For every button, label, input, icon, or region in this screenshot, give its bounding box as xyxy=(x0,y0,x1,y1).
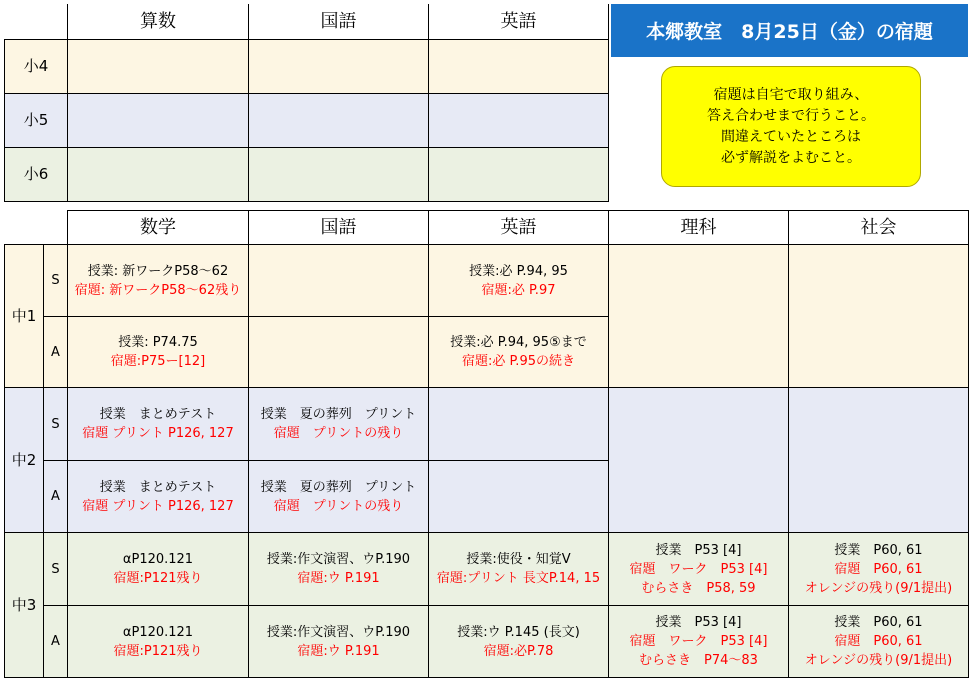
c1-s-math-lesson: 授業: 新ワークP58～62 xyxy=(87,263,229,279)
c3-a-science xyxy=(608,605,789,678)
c3-a-japanese xyxy=(248,605,429,678)
note-line-1: 宿題は自宅で取り組み、 xyxy=(713,86,869,103)
elem-g5-english xyxy=(428,93,609,148)
elem-header-math: 算数 xyxy=(67,4,249,40)
c2-a-math-lesson: 授業 まとめテスト xyxy=(99,479,217,495)
c3-class-s: S xyxy=(43,532,68,606)
c3-s-science-homework: 宿題 ワーク P53 [4] xyxy=(629,561,768,577)
c1-a-math-homework: 宿題:P75ー[12] xyxy=(110,354,206,369)
c3-a-english xyxy=(428,605,609,678)
c3-s-japanese xyxy=(248,532,429,606)
c2-a-math xyxy=(67,460,249,533)
note-line-2: 答え合わせまで行うこと。 xyxy=(707,107,875,124)
c3-a-social-homework-2: オレンジの残り(9/1提出) xyxy=(804,653,953,668)
c3-a-science-homework-2: むらさき P74～83 xyxy=(639,653,758,668)
c2-a-math-homework: 宿題 プリント P126, 127 xyxy=(82,498,234,514)
homework-note xyxy=(661,66,921,187)
c2-a-japanese xyxy=(248,460,429,533)
c3-s-science-lesson: 授業 P53 [4] xyxy=(655,542,742,558)
c2-social xyxy=(788,387,969,533)
c3-s-japanese-homework: 宿題:ウ P.191 xyxy=(297,571,380,586)
elem-g6-japanese xyxy=(248,147,429,202)
c2-s-japanese-homework: 宿題 プリントの残り xyxy=(273,426,404,441)
c2-a-english xyxy=(428,460,609,533)
c1-s-math-homework: 宿題: 新ワークP58～62残り xyxy=(74,282,242,298)
c2-a-japanese-lesson: 授業 夏の葬列 プリント xyxy=(260,479,417,495)
grade-c2: 中2 xyxy=(4,387,44,533)
c1-a-japanese xyxy=(248,316,429,388)
elem-g5-japanese xyxy=(248,93,429,148)
c3-a-social-homework: 宿題 P60, 61 xyxy=(834,634,923,649)
elem-g6-math xyxy=(67,147,249,202)
elem-grade-6: 小6 xyxy=(4,147,68,202)
c3-s-math-lesson: αP120.121 xyxy=(122,552,194,567)
c3-s-science xyxy=(608,532,789,606)
note-line-3: 間違えていたところは xyxy=(721,128,861,145)
c3-s-social xyxy=(788,532,969,606)
c3-a-math-homework: 宿題:P121残り xyxy=(113,643,203,659)
c3-a-social-lesson: 授業 P60, 61 xyxy=(834,615,923,630)
c3-class-a: A xyxy=(43,605,68,678)
c3-s-english-homework: 宿題:プリント 長文P.14, 15 xyxy=(436,571,601,586)
grade-c3: 中3 xyxy=(4,532,44,678)
c2-s-japanese-lesson: 授業 夏の葬列 プリント xyxy=(260,407,417,422)
c1-a-math xyxy=(67,316,249,388)
c2-a-japanese-homework: 宿題 プリントの残り xyxy=(273,498,404,514)
c3-a-science-lesson: 授業 P53 [4] xyxy=(655,615,742,630)
elem-g4-english xyxy=(428,39,609,94)
c3-s-english-lesson: 授業:使役・知覚V xyxy=(466,552,571,567)
c3-a-math xyxy=(67,605,249,678)
c3-s-social-homework-2: オレンジの残り(9/1提出) xyxy=(804,580,953,596)
mid-header-math: 数学 xyxy=(67,210,249,245)
c1-social xyxy=(788,244,969,388)
c1-a-english-lesson: 授業:必 P.94, 95⑤まで xyxy=(450,335,587,350)
c2-class-s: S xyxy=(43,387,68,461)
mid-header-science: 理科 xyxy=(608,210,789,245)
c1-s-japanese xyxy=(248,244,429,317)
c2-science xyxy=(608,387,789,533)
grade-c1: 中1 xyxy=(4,244,44,388)
c1-a-english-homework: 宿題:必 P.95の続き xyxy=(461,354,575,369)
c3-s-english xyxy=(428,532,609,606)
c3-a-japanese-homework: 宿題:ウ P.191 xyxy=(297,643,380,659)
mid-header-social: 社会 xyxy=(788,210,969,245)
c2-s-math-lesson: 授業 まとめテスト xyxy=(99,407,217,422)
c1-a-math-lesson: 授業: P74.75 xyxy=(118,335,198,350)
c3-s-social-homework: 宿題 P60, 61 xyxy=(834,561,923,577)
c3-a-social xyxy=(788,605,969,678)
c2-s-english xyxy=(428,387,609,461)
elem-grade-5: 小5 xyxy=(4,93,68,148)
elem-g4-math xyxy=(67,39,249,94)
c1-s-english-lesson: 授業:必 P.94, 95 xyxy=(469,263,568,279)
c1-class-a: A xyxy=(43,316,68,388)
c1-s-english-homework: 宿題:必 P.97 xyxy=(481,282,556,298)
c3-s-social-lesson: 授業 P60, 61 xyxy=(834,542,923,558)
elem-header-english: 英語 xyxy=(428,4,609,40)
c3-s-math xyxy=(67,532,249,606)
c2-class-a: A xyxy=(43,460,68,533)
elem-g6-english xyxy=(428,147,609,202)
c3-s-math-homework: 宿題:P121残り xyxy=(113,571,203,586)
c1-class-s: S xyxy=(43,244,68,317)
c2-s-japanese xyxy=(248,387,429,461)
c3-s-science-homework-2: むらさき P58, 59 xyxy=(641,580,756,596)
mid-header-english: 英語 xyxy=(428,210,609,245)
note-line-4: 必ず解説をよむこと。 xyxy=(721,149,861,166)
c2-s-math-homework: 宿題 プリント P126, 127 xyxy=(82,426,234,441)
elem-header-japanese: 国語 xyxy=(248,4,429,40)
c2-s-math xyxy=(67,387,249,461)
c3-a-math-lesson: αP120.121 xyxy=(122,624,194,640)
c3-a-english-lesson: 授業:ウ P.145 (長文) xyxy=(457,624,580,640)
mid-header-japanese: 国語 xyxy=(248,210,429,245)
c3-a-japanese-lesson: 授業:作文演習、ウP.190 xyxy=(266,624,411,640)
c3-a-english-homework: 宿題:必P.78 xyxy=(483,643,554,659)
c3-s-japanese-lesson: 授業:作文演習、ウP.190 xyxy=(266,552,411,567)
c1-s-english xyxy=(428,244,609,317)
c1-a-english xyxy=(428,316,609,388)
c1-science xyxy=(608,244,789,388)
c3-a-science-homework: 宿題 ワーク P53 [4] xyxy=(629,634,768,649)
page-title: 本郷教室 8月25日（金）の宿題 xyxy=(611,4,968,57)
elem-g5-math xyxy=(67,93,249,148)
elem-g4-japanese xyxy=(248,39,429,94)
elem-grade-4: 小4 xyxy=(4,39,68,94)
c1-s-math xyxy=(67,244,249,317)
